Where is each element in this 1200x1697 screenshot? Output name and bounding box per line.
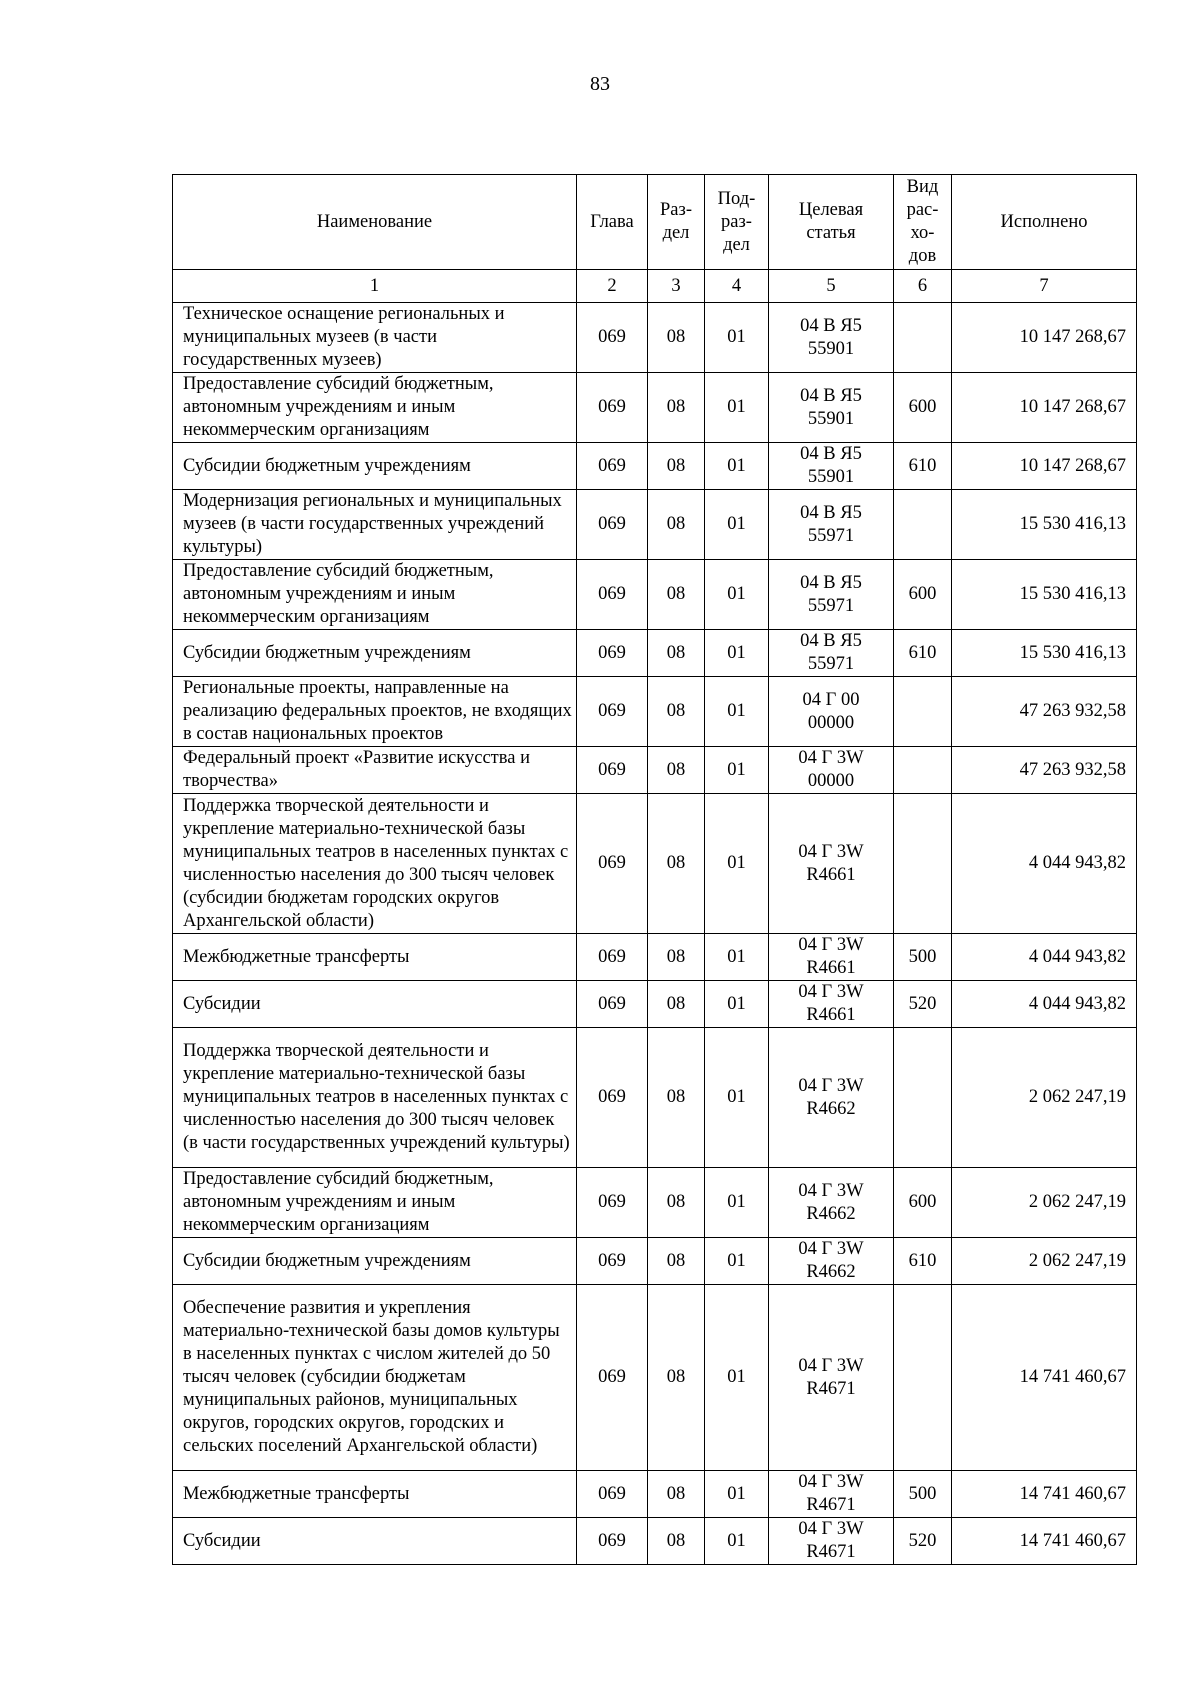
row-expense [894,794,952,934]
row-executed: 15 530 416,13 [952,630,1137,677]
row-expense: 520 [894,981,952,1028]
row-section: 08 [648,794,705,934]
row-subsection: 01 [705,1238,769,1285]
row-executed: 10 147 268,67 [952,303,1137,373]
row-section: 08 [648,373,705,443]
row-subsection: 01 [705,1168,769,1238]
row-expense: 600 [894,373,952,443]
row-expense: 610 [894,443,952,490]
row-target: 04 В Я5 55901 [769,303,894,373]
row-section: 08 [648,303,705,373]
table-row [173,747,1137,794]
column-number: 2 [577,270,648,303]
row-expense [894,490,952,560]
row-name: Поддержка творческой деятельности и укрепление материально-технической базы муниципальных театров в населенных пунктах с численностью населения до 300 тысяч человек (в части государственных учреждений культуры) [173,1028,577,1168]
row-target: 04 Г 3W R4662 [769,1238,894,1285]
row-executed: 10 147 268,67 [952,443,1137,490]
row-section: 08 [648,443,705,490]
row-target: 04 Г 3W R4662 [769,1168,894,1238]
row-section: 08 [648,747,705,794]
column-number: 6 [894,270,952,303]
row-expense [894,677,952,747]
column-number: 3 [648,270,705,303]
row-name: Субсидии бюджетным учреждениям [173,630,577,677]
row-target: 04 Г 3W R4661 [769,981,894,1028]
row-chapter: 069 [577,747,648,794]
row-expense: 520 [894,1518,952,1565]
row-name: Субсидии [173,981,577,1028]
row-chapter: 069 [577,677,648,747]
row-executed: 15 530 416,13 [952,490,1137,560]
row-section: 08 [648,677,705,747]
header-expense: Вид рас- хо- дов [894,175,952,270]
row-executed: 14 741 460,67 [952,1518,1137,1565]
row-name: Предоставление субсидий бюджетным, автономным учреждениям и иным некоммерческим организациям [173,373,577,443]
row-chapter: 069 [577,794,648,934]
row-subsection: 01 [705,934,769,981]
row-expense: 600 [894,1168,952,1238]
row-chapter: 069 [577,934,648,981]
row-expense: 600 [894,560,952,630]
row-executed: 2 062 247,19 [952,1238,1137,1285]
row-subsection: 01 [705,1028,769,1168]
row-name: Межбюджетные трансферты [173,934,577,981]
row-expense [894,747,952,794]
row-section: 08 [648,981,705,1028]
row-executed: 14 741 460,67 [952,1285,1137,1471]
row-executed: 47 263 932,58 [952,747,1137,794]
row-subsection: 01 [705,560,769,630]
row-target: 04 В Я5 55901 [769,373,894,443]
column-number: 7 [952,270,1137,303]
row-name: Субсидии [173,1518,577,1565]
row-subsection: 01 [705,677,769,747]
row-executed: 14 741 460,67 [952,1471,1137,1518]
row-executed: 4 044 943,82 [952,934,1137,981]
table-row [173,1168,1137,1238]
row-target: 04 В Я5 55971 [769,560,894,630]
row-section: 08 [648,1471,705,1518]
row-expense: 610 [894,1238,952,1285]
row-chapter: 069 [577,1285,648,1471]
row-expense: 500 [894,934,952,981]
row-chapter: 069 [577,981,648,1028]
row-name: Межбюджетные трансферты [173,1471,577,1518]
table-row [173,1518,1137,1565]
row-target: 04 Г 3W R4671 [769,1471,894,1518]
page-number: 83 [590,73,610,95]
header-row [173,175,1137,270]
row-expense [894,1028,952,1168]
column-number: 1 [173,270,577,303]
row-name: Субсидии бюджетным учреждениям [173,443,577,490]
column-number-row [173,270,1137,303]
table-row [173,1285,1137,1471]
row-target: 04 Г 3W R4661 [769,934,894,981]
row-chapter: 069 [577,490,648,560]
row-subsection: 01 [705,981,769,1028]
row-chapter: 069 [577,1238,648,1285]
row-target: 04 В Я5 55901 [769,443,894,490]
row-target: 04 Г 3W R4671 [769,1518,894,1565]
table-row [173,443,1137,490]
table-row [173,677,1137,747]
row-executed: 4 044 943,82 [952,981,1137,1028]
table-row [173,1238,1137,1285]
row-section: 08 [648,630,705,677]
table-row [173,560,1137,630]
budget-table [172,174,1137,1565]
row-section: 08 [648,934,705,981]
row-expense [894,303,952,373]
row-name: Субсидии бюджетным учреждениям [173,1238,577,1285]
table-row [173,630,1137,677]
row-subsection: 01 [705,373,769,443]
row-chapter: 069 [577,1028,648,1168]
row-section: 08 [648,490,705,560]
row-chapter: 069 [577,373,648,443]
row-target: 04 В Я5 55971 [769,630,894,677]
row-target: 04 Г 3W R4661 [769,794,894,934]
row-executed: 4 044 943,82 [952,794,1137,934]
row-chapter: 069 [577,443,648,490]
header-subsection: Под- раз- дел [705,175,769,270]
row-executed: 15 530 416,13 [952,560,1137,630]
row-section: 08 [648,1238,705,1285]
row-subsection: 01 [705,303,769,373]
header-chapter: Глава [577,175,648,270]
row-subsection: 01 [705,1285,769,1471]
row-executed: 2 062 247,19 [952,1168,1137,1238]
row-subsection: 01 [705,794,769,934]
row-name: Обеспечение развития и укрепления материально-технической базы домов культуры в населенных пунктах с числом жителей до 50 тысяч человек (субсидии бюджетам муниципальных районов, муниципальных округов, городских округов, городских и сельских поселений Архангельской области) [173,1285,577,1471]
header-name: Наименование [173,175,577,270]
header-section: Раз- дел [648,175,705,270]
row-expense: 610 [894,630,952,677]
table-row [173,303,1137,373]
table-row [173,490,1137,560]
row-name: Предоставление субсидий бюджетным, автономным учреждениям и иным некоммерческим организациям [173,1168,577,1238]
row-expense: 500 [894,1471,952,1518]
row-chapter: 069 [577,630,648,677]
table-row [173,934,1137,981]
row-executed: 2 062 247,19 [952,1028,1137,1168]
header-executed: Исполнено [952,175,1137,270]
row-target: 04 Г 3W R4671 [769,1285,894,1471]
row-executed: 47 263 932,58 [952,677,1137,747]
row-subsection: 01 [705,443,769,490]
row-section: 08 [648,1285,705,1471]
row-subsection: 01 [705,630,769,677]
row-target: 04 Г 3W 00000 [769,747,894,794]
header-target: Целевая статья [769,175,894,270]
row-section: 08 [648,560,705,630]
row-subsection: 01 [705,1518,769,1565]
table-row [173,794,1137,934]
row-subsection: 01 [705,1471,769,1518]
row-subsection: 01 [705,490,769,560]
row-subsection: 01 [705,747,769,794]
row-chapter: 069 [577,1168,648,1238]
row-name: Поддержка творческой деятельности и укрепление материально-технической базы муниципальных театров в населенных пунктах с численностью населения до 300 тысяч человек (субсидии бюджетам городских округов Архангельской области) [173,794,577,934]
row-target: 04 В Я5 55971 [769,490,894,560]
row-target: 04 Г 00 00000 [769,677,894,747]
row-chapter: 069 [577,560,648,630]
row-name: Предоставление субсидий бюджетным, автономным учреждениям и иным некоммерческим организациям [173,560,577,630]
row-chapter: 069 [577,1471,648,1518]
row-section: 08 [648,1168,705,1238]
table-row [173,981,1137,1028]
row-name: Модернизация региональных и муниципальных музеев (в части государственных учреждений культуры) [173,490,577,560]
table-row [173,373,1137,443]
table-row [173,1471,1137,1518]
row-expense [894,1285,952,1471]
row-chapter: 069 [577,303,648,373]
row-executed: 10 147 268,67 [952,373,1137,443]
row-name: Региональные проекты, направленные на реализацию федеральных проектов, не входящих в состав национальных проектов [173,677,577,747]
column-number: 4 [705,270,769,303]
row-section: 08 [648,1028,705,1168]
row-name: Федеральный проект «Развитие искусства и творчества» [173,747,577,794]
table-row [173,1028,1137,1168]
row-target: 04 Г 3W R4662 [769,1028,894,1168]
column-number: 5 [769,270,894,303]
row-name: Техническое оснащение региональных и муниципальных музеев (в части государственных музеев) [173,303,577,373]
row-chapter: 069 [577,1518,648,1565]
row-section: 08 [648,1518,705,1565]
